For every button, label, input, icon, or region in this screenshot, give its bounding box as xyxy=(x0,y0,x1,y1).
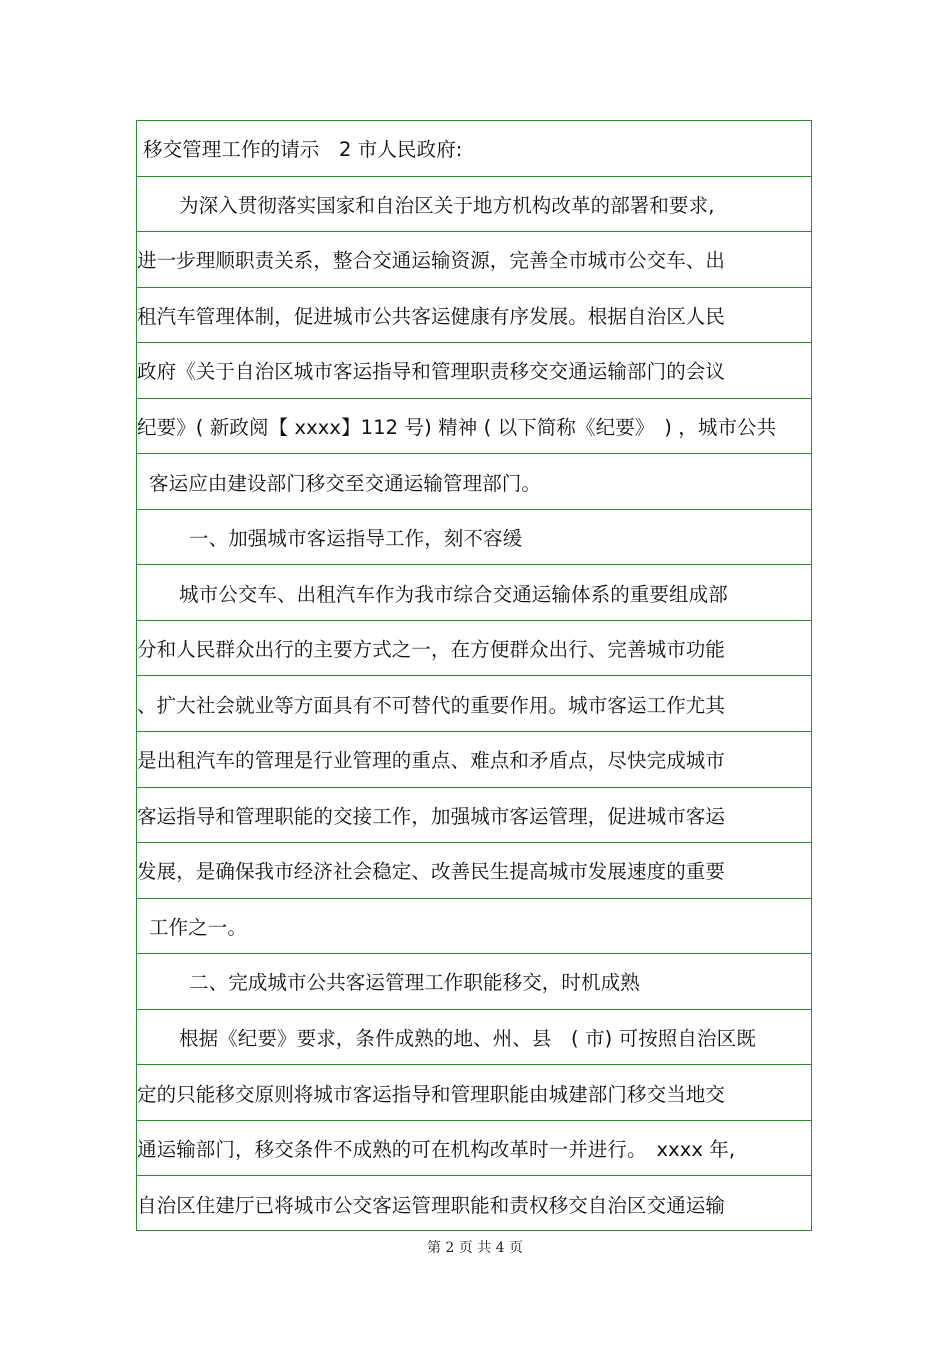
text-line xyxy=(137,1065,811,1121)
line-text: 纪要》( 新政阅【 xxxx】112 号) 精神 ( 以下简称《纪要》 ) ，城市公共 xyxy=(137,416,777,439)
line-text: 客运应由建设部门移交至交通运输管理部门。 xyxy=(149,471,542,495)
line-text: 客运指导和管理职能的交接工作，加强城市客运管理，促进城市客运 xyxy=(137,804,726,828)
text-grid-box xyxy=(136,120,812,1231)
line-text: 是出租汽车的管理是行业管理的重点、难点和矛盾点，尽快完成城市 xyxy=(137,749,726,773)
text-line xyxy=(137,565,811,621)
line-text: 二、完成城市公共客运管理工作职能移交，时机成熟 xyxy=(189,971,640,995)
line-text: 政府《关于自治区城市客运指导和管理职责移交交通运输部门的会议 xyxy=(137,360,726,384)
text-line xyxy=(137,121,811,177)
text-line xyxy=(137,843,811,899)
line-text: 城市公交车、出租汽车作为我市综合交通运输体系的重要组成部 xyxy=(179,582,728,606)
line-text: 定的只能移交原则将城市客运指导和管理职能由城建部门移交当地交 xyxy=(137,1082,726,1106)
line-text: 进一步理顺职责关系，整合交通运输资源，完善全市城市公交车、出 xyxy=(137,249,726,273)
line-text: 根据《纪要》要求，条件成熟的地、州、县 ( 市) 可按照自治区既 xyxy=(179,1027,756,1051)
text-line xyxy=(137,732,811,788)
line-text: 工作之一。 xyxy=(149,915,248,939)
text-line xyxy=(137,1121,811,1177)
text-line xyxy=(137,454,811,510)
line-text: 自治区住建厅已将城市公交客运管理职能和责权移交自治区交通运输 xyxy=(137,1194,726,1218)
section-heading xyxy=(137,510,811,566)
line-text: 、扩大社会就业等方面具有不可替代的重要作用。城市客运工作尤其 xyxy=(137,693,726,717)
text-line xyxy=(137,899,811,955)
line-text: 租汽车管理体制，促进城市公共客运健康有序发展。根据自治区人民 xyxy=(137,304,726,328)
text-line xyxy=(137,1176,811,1232)
text-line xyxy=(137,343,811,399)
text-line xyxy=(137,621,811,677)
text-line xyxy=(137,399,811,455)
text-line xyxy=(137,676,811,732)
line-text: 通运输部门，移交条件不成熟的可在机构改革时一并进行。 xxxx 年, xyxy=(137,1138,736,1162)
line-text: 为深入贯彻落实国家和自治区关于地方机构改革的部署和要求, xyxy=(179,193,715,217)
line-text: 发展，是确保我市经济社会稳定、改善民生提高城市发展速度的重要 xyxy=(137,860,726,884)
text-line xyxy=(137,288,811,344)
page-footer: 第 2 页 共 4 页 xyxy=(426,1240,524,1256)
line-text: 移交管理工作的请示 2 市人民政府: xyxy=(143,138,463,162)
text-line xyxy=(137,177,811,233)
text-line xyxy=(137,232,811,288)
line-text: 一、加强城市客运指导工作，刻不容缓 xyxy=(189,527,523,551)
section-heading xyxy=(137,954,811,1010)
text-line xyxy=(137,1010,811,1066)
line-text: 分和人民群众出行的主要方式之一，在方便群众出行、完善城市功能 xyxy=(137,638,726,662)
text-line xyxy=(137,788,811,844)
